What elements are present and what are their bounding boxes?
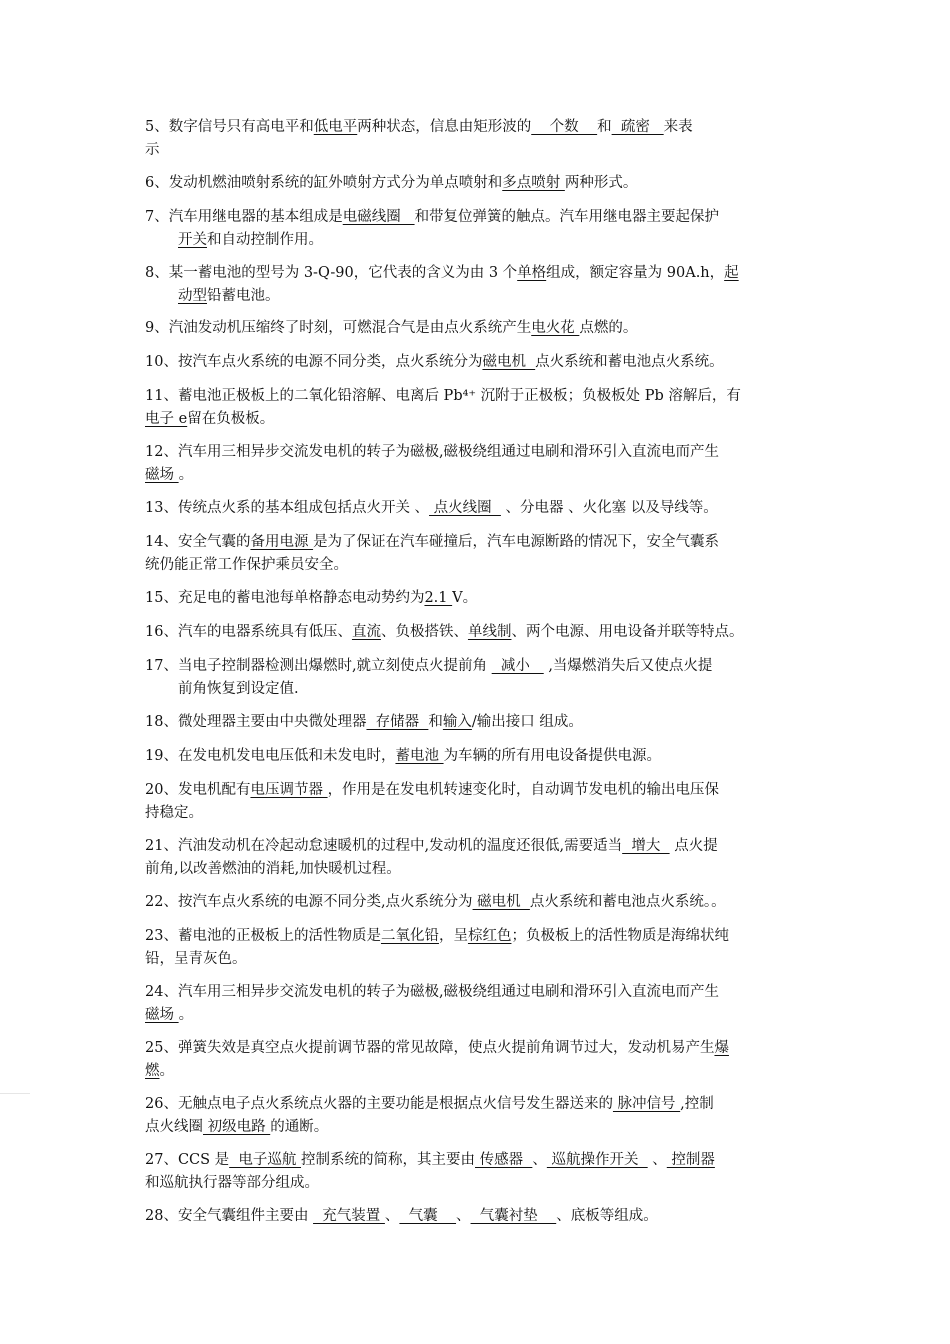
question-text: 、负极搭铁、 [380,624,468,640]
answer-blank: 磁场 [145,1007,179,1023]
question-item [145,206,810,252]
answer-blank: 单线制 [467,624,512,640]
question-text: 和带复位弹簧的触点。汽车用继电器主要起保护 [414,209,720,225]
question-line [145,385,810,408]
question-text: 和自动控制作用。 [207,232,323,248]
question-item [145,779,810,825]
question-line [145,116,810,139]
question-item [145,711,810,734]
question-text: 点火系统和蓄电池点火系统。 [535,354,724,370]
answer-blank: 输入 [442,714,472,730]
question-text: 点火提 [669,838,718,854]
question-item [145,385,810,431]
question-text: 26、无触点电子点火系统点火器的主要功能是根据点火信号发生器送来的 [145,1096,613,1112]
question-text: 和 [597,119,612,135]
answer-blank: 备用电源 [250,534,314,550]
question-text: 27、CCS 是 [145,1152,230,1168]
question-text: 25、弹簧失效是真空点火提前调节器的常见故障，使点火提前角调节过大，发动机易产生 [145,1040,715,1056]
question-line [145,858,810,881]
question-line [145,835,810,858]
question-text: 。 [178,1007,194,1023]
question-line [145,1093,810,1116]
question-text: 15、充足电的蓄电池每单格静态电动势约为 [145,590,425,606]
question-line [145,981,810,1004]
question-item [145,587,810,610]
question-line [145,621,810,644]
question-text: 的通断。 [270,1119,329,1135]
question-item [145,172,810,195]
question-text: 6、发动机燃油喷射系统的缸外喷射方式分为单点喷射和 [145,175,503,191]
question-text: 前角恢复到设定值. [178,681,299,697]
answer-blank: 起 [724,265,739,281]
question-item [145,1093,810,1139]
answer-blank: 电压调节器 [250,782,328,798]
answer-blank: 脉冲信号 [612,1096,681,1112]
question-text: /输出接口 组成。 [471,714,583,730]
question-text: ，作用是在发电机转速变化时，自动调节发电机的输出电压保 [327,782,720,798]
question-text: 控制系统的简称，其主要由 [301,1152,476,1168]
question-text: 28、安全气囊组件主要由 [145,1208,314,1224]
question-text: ,控制 [680,1096,714,1112]
question-line [145,464,810,487]
answer-blank: 气囊衬垫 [470,1208,557,1224]
question-text: 统仍能正常工作保护乘员安全。 [145,557,348,573]
answer-blank: 气囊 [399,1208,457,1224]
question-line [145,317,810,340]
question-text: 9、汽油发动机压缩终了时刻，可燃混合气是由点火系统产生 [145,320,532,336]
answer-blank: 低电平 [313,119,358,135]
question-text: 点燃的。 [579,320,638,336]
answer-blank: 燃 [145,1063,160,1079]
question-line [145,802,810,825]
question-text: 铅蓄电池。 [207,288,280,304]
question-text: 11、蓄电池正极板上的二氧化铅溶解、电离后 Pb⁴⁺ 沉附于正极板；负极板处 Pb 溶解后，有 [145,388,741,404]
question-line [145,172,810,195]
question-text: 为车辆的所有用电设备提供电源。 [443,748,662,764]
question-item [145,497,810,520]
question-text: 组成，额定容量为 90A.h， [546,265,725,281]
question-text: 、分电器 、火化塞 以及导线等。 [500,500,718,516]
question-item [145,317,810,340]
question-line [145,948,810,971]
question-line [145,891,810,914]
question-text: 16、汽车的电器系统具有低压、 [145,624,352,640]
question-text: 、 [456,1208,471,1224]
question-text: 、 [532,1152,547,1168]
question-item [145,351,810,374]
question-item [145,925,810,971]
question-item [145,262,810,308]
question-text: V。 [452,590,478,606]
answer-blank: 多点喷射 [502,175,565,191]
question-line [145,497,810,520]
question-item [145,745,810,768]
answer-blank: 电子巡航 [229,1152,302,1168]
question-text: 两种形式。 [564,175,638,191]
question-line [145,1060,810,1083]
question-text: 24、汽车用三相异步交流发电机的转子为磁极,磁极绕组通过电刷和滑环引入直流电而产生 [145,984,720,1000]
question-line [145,1037,810,1060]
question-item [145,1205,810,1228]
answer-blank: 点火线圈 [429,500,501,516]
question-text: 、两个电源、用电设备并联等特点。 [511,624,744,640]
question-text: 。 [178,467,194,483]
answer-blank: 棕红色 [467,928,512,944]
question-line [145,779,810,802]
question-item [145,441,810,487]
question-text: 、底板等组成。 [556,1208,658,1224]
question-text: 前角,以改善燃油的消耗,加快暖机过程。 [145,861,401,877]
answer-blank: 巡航操作开关 [546,1152,648,1168]
question-text: ,当爆燃消失后又使点火提 [543,658,713,674]
question-line [145,262,810,285]
answer-blank: 电磁线圈 [342,209,415,225]
question-text: 两种状态，信息由矩形波的 [357,119,532,135]
question-text: ，呈 [438,928,468,944]
question-line [145,745,810,768]
question-item [145,655,810,701]
question-line [145,229,810,252]
answer-blank: 电子 e [145,411,188,427]
answer-blank: 减小 [491,658,544,674]
question-item [145,1037,810,1083]
question-text: 22、按汽车点火系统的电源不同分类,点火系统分为 [145,894,473,910]
question-line [145,554,810,577]
answer-blank: 充气装置 [313,1208,385,1224]
question-line [145,587,810,610]
question-line [145,1172,810,1195]
answer-blank: 疏密 [611,119,664,135]
question-text: 18、微处理器主要由中央微处理器 [145,714,367,730]
answer-blank: 开关 [178,232,207,248]
answer-blank: 传感器 [475,1152,533,1168]
answer-blank: 蓄电池 [395,748,444,764]
question-text: 21、汽油发动机在冷起动怠速暖机的过程中,发动机的温度还很低,需要适当 [145,838,623,854]
question-line [145,285,810,308]
question-item [145,116,810,162]
question-line [145,408,810,431]
question-item [145,835,810,881]
question-line [145,1149,810,1172]
question-item [145,531,810,577]
question-text: 、 [384,1208,400,1224]
question-line [145,206,810,229]
question-text: 14、安全气囊的 [145,534,251,550]
question-text: 留在负极板。 [187,411,275,427]
answer-blank: 单格 [517,265,547,281]
question-text: 点火线圈 [145,1119,203,1135]
question-text: 17、当电子控制器检测出爆燃时,就立刻使点火提前角 [145,658,492,674]
answer-blank: 磁电机 [482,354,536,370]
question-text: 点火系统和蓄电池点火系统。。 [529,894,726,910]
question-item [145,621,810,644]
answer-blank: 初级电路 [203,1119,271,1135]
answer-blank: 增大 [622,838,670,854]
margin-mark [0,1093,30,1094]
question-line [145,351,810,374]
question-line [145,711,810,734]
question-text: 23、蓄电池的正极板上的活性物质是 [145,928,381,944]
question-text: 7、汽车用继电器的基本组成是 [145,209,343,225]
question-text: 和 [428,714,443,730]
answer-blank: 控制器 [666,1152,715,1168]
question-item [145,981,810,1027]
question-item [145,891,810,914]
question-text: 、 [647,1152,667,1168]
answer-blank: 二氧化铅 [380,928,439,944]
answer-blank: 直流 [351,624,381,640]
question-text: 12、汽车用三相异步交流发电机的转子为磁极,磁极绕组通过电刷和滑环引入直流电而产生 [145,444,720,460]
question-text: ；负极板上的活性物质是海绵状纯 [511,928,729,944]
question-line [145,139,810,162]
question-line [145,1205,810,1228]
question-text: 是为了保证在汽车碰撞后，汽车电源断路的情况下，安全气囊系 [313,534,720,550]
question-item [145,1149,810,1195]
answer-blank: 电火花 [531,320,580,336]
answer-blank: 个数 [531,119,598,135]
question-line [145,531,810,554]
answer-blank: 动型 [178,288,207,304]
answer-blank: 2.1 [424,590,453,606]
question-text: 5、数字信号只有高电平和 [145,119,314,135]
answer-blank: 存储器 [366,714,429,730]
question-line [145,678,810,701]
answer-blank: 磁场 [145,467,179,483]
answer-blank: 磁电机 [472,894,530,910]
question-text: 来表 [663,119,693,135]
question-line [145,1116,810,1139]
question-line [145,655,810,678]
question-text: 持稳定。 [145,805,203,821]
question-text: 示 [145,142,160,158]
question-text: 19、在发电机发电电压低和未发电时， [145,748,396,764]
question-text: 。 [159,1063,174,1079]
answer-blank: 爆 [714,1040,729,1056]
question-text: 10、按汽车点火系统的电源不同分类，点火系统分为 [145,354,483,370]
question-text: 8、某一蓄电池的型号为 3-Q-90，它代表的含义为由 3 个 [145,265,518,281]
question-line [145,925,810,948]
question-text: 和巡航执行器等部分组成。 [145,1175,319,1191]
question-text: 20、发电机配有 [145,782,251,798]
question-line [145,1004,810,1027]
question-text: 铅，呈青灰色。 [145,951,247,967]
question-line [145,441,810,464]
question-text: 13、传统点火系的基本组成包括点火开关 、 [145,500,430,516]
